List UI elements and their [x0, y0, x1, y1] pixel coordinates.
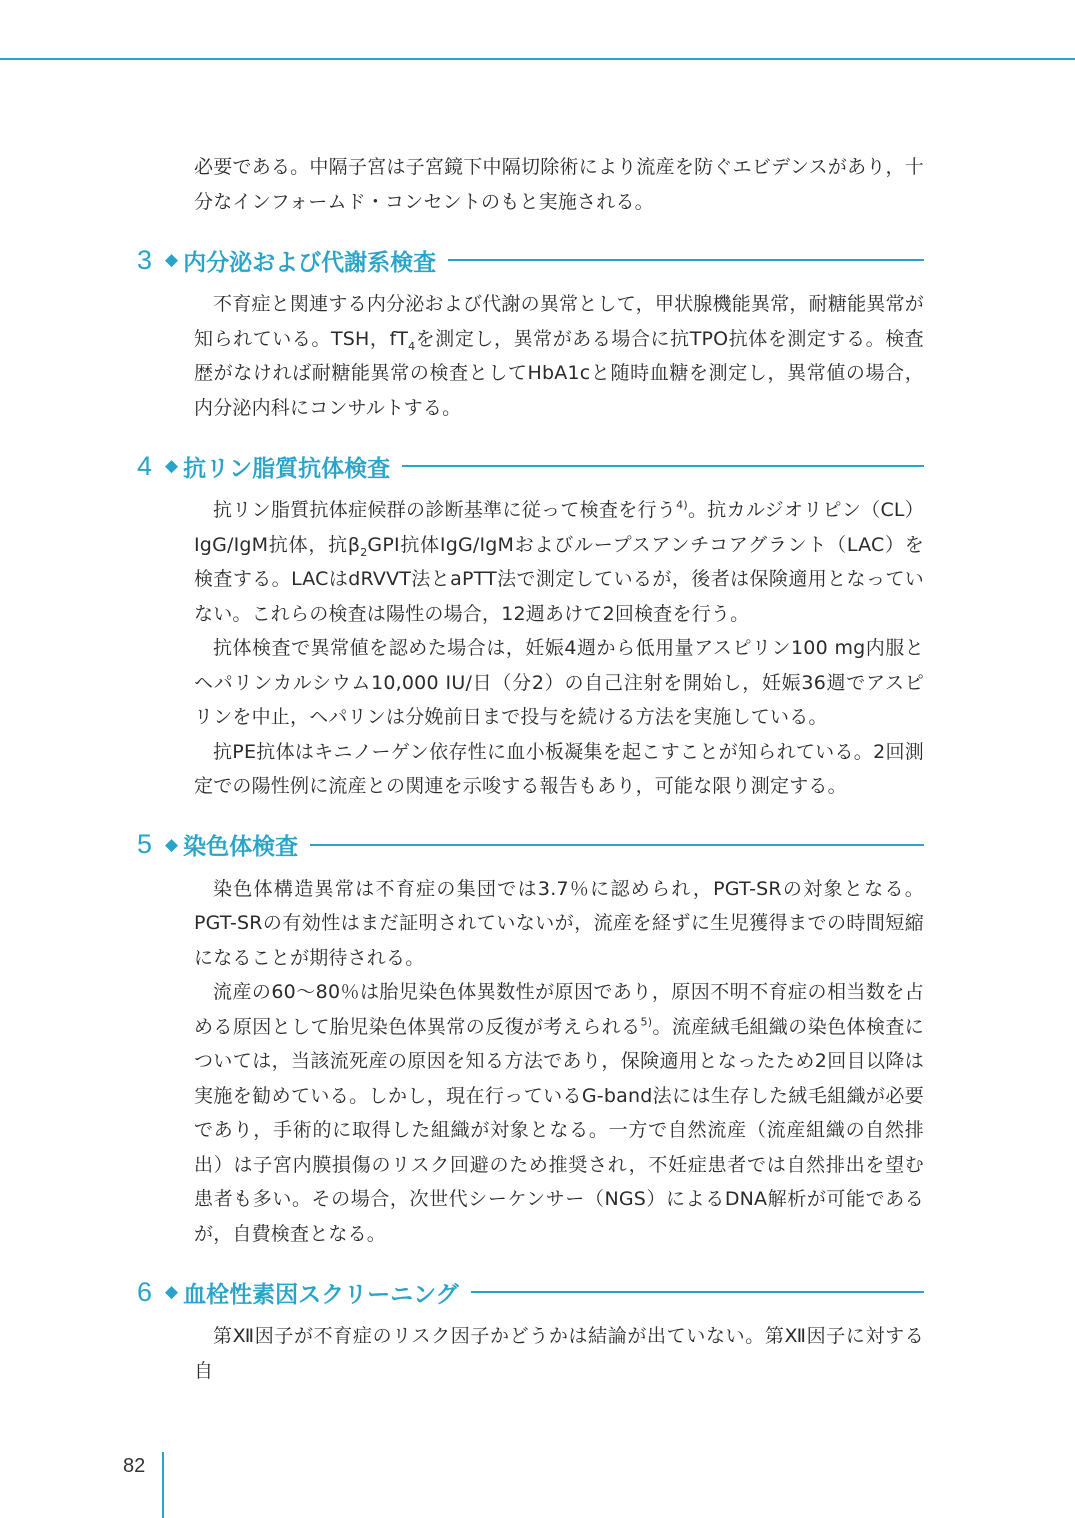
section-5-paragraph-1: 染色体構造異常は不育症の集団では3.7％に認められ，PGT-SRの対象となる。PGT-SRの有効性はまだ証明されていないが，流産を経ずに生児獲得までの時間短縮になることが期待される。	[194, 877, 924, 969]
text-run: GPI抗体IgG/IgMおよびループスアンチコアグラント（LAC）を検査する。LACはdRVVT法とaPTT法で測定しているが，後者は保険適用となっていない。これらの検査は陽性の場合，12週あけて2回検査を行う。	[194, 533, 924, 625]
section-4-paragraph-3: 抗PE抗体はキニノーゲン依存性に血小板凝集を起こすことが知られている。2回測定での陽性例に流産との関連を示唆する報告もあり，可能な限り測定する。	[194, 740, 924, 797]
section-title: 血栓性素因スクリーニング	[183, 1280, 459, 1308]
page-number: 82	[123, 1455, 146, 1477]
page-content	[137, 150, 924, 1388]
subscript: 4	[408, 339, 416, 353]
section-heading-5	[137, 824, 924, 866]
section-number: 5	[137, 829, 153, 859]
text-run: を測定し，異常がある場合に抗TPO抗体を測定する。検査歴がなければ耐糖能異常の検査としてHbA1cと随時血糖を測定し，異常値の場合，内分泌内科にコンサルトする。	[194, 327, 924, 419]
section-title: 抗リン脂質抗体検査	[183, 454, 391, 482]
section-5-paragraph-2	[194, 975, 924, 1251]
section-title: 染色体検査	[183, 833, 299, 860]
text-run: 流産の60～80％は胎児染色体異数性が原因であり，原因不明不育症の相当数を占める原因として胎児染色体異常の反復が考えられる	[194, 981, 924, 1038]
heading-rule	[402, 465, 924, 467]
diamond-icon: ◆	[165, 1282, 179, 1302]
diamond-icon: ◆	[165, 456, 179, 476]
text-run: 不育症と関連する内分泌および代謝の異常として，甲状腺機能異常，耐糖能異常が知られている。TSH，fT	[194, 293, 924, 350]
section-title: 内分泌および代謝系検査	[183, 248, 437, 276]
section-heading-3	[137, 239, 924, 281]
section-3-paragraph-1	[194, 287, 924, 425]
text-run: 抗リン脂質抗体症候群の診断基準に従って検査を行う	[213, 499, 677, 521]
heading-rule	[448, 259, 924, 261]
section-4-paragraph-2: 抗体検査で異常値を認めた場合は，妊娠4週から低用量アスピリン100 mg内服とヘパリンカルシウム10,000 IU/日（分2）の自己注射を開始し，妊娠36週でアスピリンを中止，ヘパリンは分娩前日まで投与を続ける方法を実施している。	[194, 637, 924, 728]
text-run: 。抗カルジオリピン（CL）IgG/IgM抗体，抗β	[194, 499, 924, 556]
section-heading-4	[137, 445, 924, 487]
subscript: 2	[360, 545, 368, 559]
citation-ref: 4)	[676, 498, 688, 512]
citation-ref: 5)	[640, 1015, 653, 1029]
text-run: 。流産絨毛組織の染色体検査については，当該流死産の原因を知る方法であり，保険適用となったため2回目以降は実施を勧めている。しかし，現在行っているG-band法には生存した絨毛組織が必要であり，手術的に取得した組織が対象となる。一方で自然流産（流産組織の自然排出）は子宮内膜損傷のリスク回避のため推奨され，不妊症患者では自然排出を望む患者も多い。その場合，次世代シーケンサー（NGS）によるDNA解析が可能であるが，自費検査となる。	[194, 1015, 924, 1245]
diamond-icon: ◆	[165, 250, 179, 270]
section-number: 6	[137, 1276, 153, 1307]
section-heading-6	[137, 1271, 924, 1313]
section-4-paragraph-1	[194, 493, 924, 631]
intro-paragraph: 必要である。中隔子宮は子宮鏡下中隔切除術により流産を防ぐエビデンスがあり，十分なインフォームド・コンセントのもと実施される。	[194, 156, 924, 213]
heading-rule	[310, 844, 924, 846]
header-rule	[0, 58, 1075, 60]
diamond-icon: ◆	[165, 834, 179, 855]
page-number-bar	[162, 1452, 164, 1518]
section-number: 4	[137, 450, 153, 481]
section-6-paragraph-1: 第Ⅻ因子が不育症のリスク因子かどうかは結論が出ていない。第Ⅻ因子に対する自	[194, 1325, 924, 1382]
heading-rule	[471, 1291, 924, 1293]
section-number: 3	[137, 244, 153, 275]
